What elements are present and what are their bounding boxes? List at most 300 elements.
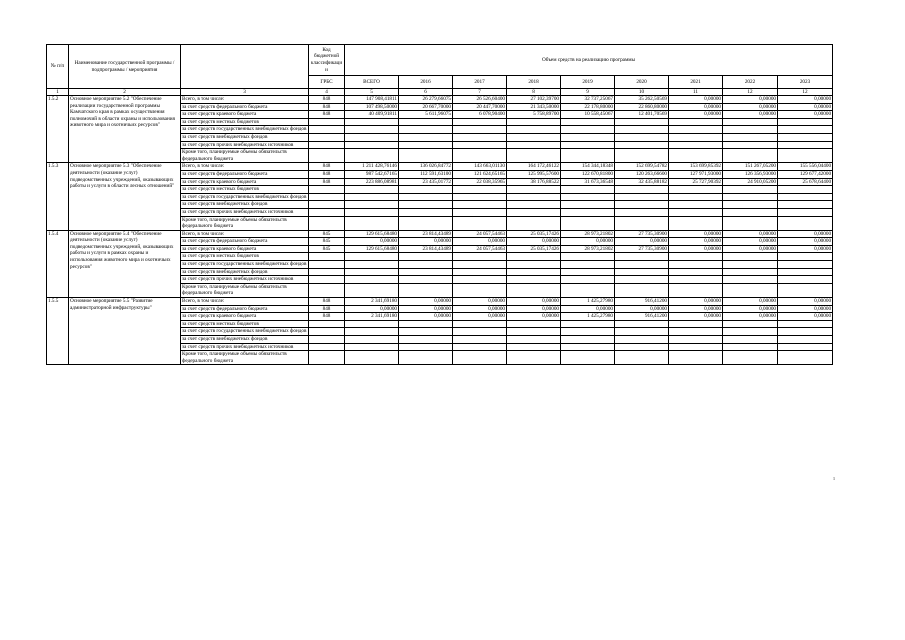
amount-cell: 0,00000 bbox=[453, 298, 507, 306]
header-year: 2019 bbox=[561, 76, 615, 89]
funding-source-label: Кроме того, планируемые объемы обязательств федерального бюджета bbox=[181, 351, 309, 365]
amount-cell bbox=[453, 126, 507, 134]
amount-cell bbox=[453, 193, 507, 201]
amount-cell: 0,00000 bbox=[345, 238, 399, 246]
amount-cell: 223 886,08981 bbox=[345, 178, 399, 186]
amount-cell bbox=[345, 201, 399, 209]
amount-cell: 10 558,45067 bbox=[561, 111, 615, 119]
amount-cell bbox=[399, 283, 453, 297]
column-number: 11 bbox=[669, 89, 723, 96]
amount-cell bbox=[615, 320, 669, 328]
amount-cell: 5 611,96075 bbox=[399, 111, 453, 119]
grbs-code: 848 bbox=[309, 103, 345, 111]
amount-cell bbox=[453, 351, 507, 365]
column-number: 2 bbox=[69, 89, 181, 96]
amount-cell: 0,00000 bbox=[453, 305, 507, 313]
amount-cell: 0,00000 bbox=[778, 313, 833, 321]
amount-cell: 0,00000 bbox=[778, 245, 833, 253]
amount-cell bbox=[778, 328, 833, 336]
grbs-code bbox=[309, 133, 345, 141]
amount-cell: 31 673,36548 bbox=[561, 178, 615, 186]
amount-cell bbox=[723, 253, 778, 261]
amount-cell bbox=[453, 276, 507, 284]
header-name: Наименование государственной программы / подпрограммы / мероприятия bbox=[69, 45, 181, 89]
amount-cell bbox=[507, 268, 561, 276]
amount-cell bbox=[507, 351, 561, 365]
grbs-code bbox=[309, 118, 345, 126]
amount-cell: 0,00000 bbox=[669, 111, 723, 119]
funding-source-label: Всего, в том числе: bbox=[181, 230, 309, 238]
amount-cell bbox=[615, 283, 669, 297]
amount-cell bbox=[561, 118, 615, 126]
amount-cell bbox=[399, 133, 453, 141]
amount-cell bbox=[453, 283, 507, 297]
funding-source-label: за счет средств федерального бюджета bbox=[181, 170, 309, 178]
amount-cell bbox=[723, 336, 778, 344]
amount-cell bbox=[778, 186, 833, 194]
amount-cell: 121 624,65165 bbox=[453, 170, 507, 178]
section-number: 1.5.5 bbox=[47, 298, 69, 365]
amount-cell: 0,00000 bbox=[778, 111, 833, 119]
amount-cell bbox=[615, 351, 669, 365]
amount-cell: 0,00000 bbox=[778, 230, 833, 238]
amount-cell: 24 910,05200 bbox=[723, 178, 778, 186]
amount-cell bbox=[669, 320, 723, 328]
section-number: 1.5.3 bbox=[47, 163, 69, 230]
amount-cell bbox=[669, 268, 723, 276]
grbs-code bbox=[309, 253, 345, 261]
amount-cell: 916,41200 bbox=[615, 313, 669, 321]
amount-cell bbox=[778, 201, 833, 209]
grbs-code bbox=[309, 149, 345, 163]
amount-cell bbox=[507, 141, 561, 149]
header-source bbox=[181, 45, 309, 89]
grbs-code bbox=[309, 186, 345, 194]
amount-cell bbox=[778, 126, 833, 134]
amount-cell: 0,00000 bbox=[778, 103, 833, 111]
funding-source-label: за счет средств местных бюджетов bbox=[181, 253, 309, 261]
amount-cell: 2 341,69180 bbox=[345, 298, 399, 306]
amount-cell bbox=[399, 261, 453, 269]
amount-cell bbox=[561, 261, 615, 269]
amount-cell bbox=[669, 208, 723, 216]
amount-cell bbox=[723, 141, 778, 149]
amount-cell: 154 344,18348 bbox=[561, 163, 615, 171]
amount-cell: 129 615,68480 bbox=[345, 230, 399, 238]
amount-cell bbox=[345, 320, 399, 328]
amount-cell: 143 663,01130 bbox=[453, 163, 507, 171]
funding-source-label: за счет средств внебюджетных фондов bbox=[181, 201, 309, 209]
section-number: 1.5.4 bbox=[47, 230, 69, 297]
funding-source-label: за счет средств федерального бюджета bbox=[181, 305, 309, 313]
amount-cell: 0,00000 bbox=[669, 298, 723, 306]
amount-cell bbox=[669, 216, 723, 230]
amount-cell bbox=[561, 216, 615, 230]
funding-source-label: за счет средств прочих внебюджетных источников bbox=[181, 276, 309, 284]
amount-cell bbox=[345, 118, 399, 126]
amount-cell bbox=[345, 149, 399, 163]
grbs-code bbox=[309, 268, 345, 276]
amount-cell bbox=[669, 133, 723, 141]
amount-cell: 0,00000 bbox=[453, 238, 507, 246]
column-number: 9 bbox=[561, 89, 615, 96]
column-number: 4 bbox=[309, 89, 345, 96]
amount-cell bbox=[399, 253, 453, 261]
amount-cell: 0,00000 bbox=[723, 103, 778, 111]
amount-cell bbox=[615, 268, 669, 276]
amount-cell: 12 401,70569 bbox=[615, 111, 669, 119]
amount-cell bbox=[723, 268, 778, 276]
amount-cell bbox=[778, 193, 833, 201]
header-code: Код бюджетной классификаци и bbox=[309, 45, 345, 76]
amount-cell: 0,00000 bbox=[723, 305, 778, 313]
amount-cell bbox=[669, 343, 723, 351]
amount-cell: 28 973,21802 bbox=[561, 245, 615, 253]
funding-source-label: Кроме того, планируемые объемы обязательств федерального бюджета bbox=[181, 216, 309, 230]
amount-cell bbox=[453, 216, 507, 230]
amount-cell bbox=[507, 133, 561, 141]
amount-cell bbox=[778, 253, 833, 261]
section-name: Основное мероприятие 5.5 "Развитие администраторной инфраструктуры" bbox=[69, 298, 181, 365]
amount-cell bbox=[723, 208, 778, 216]
amount-cell: 0,00000 bbox=[669, 238, 723, 246]
amount-cell bbox=[561, 193, 615, 201]
amount-cell: 136 026,84772 bbox=[399, 163, 453, 171]
amount-cell: 23 814,43489 bbox=[399, 245, 453, 253]
amount-cell: 0,00000 bbox=[669, 313, 723, 321]
grbs-code bbox=[309, 141, 345, 149]
amount-cell bbox=[669, 261, 723, 269]
amount-cell: 152 699,54782 bbox=[615, 163, 669, 171]
amount-cell bbox=[723, 343, 778, 351]
amount-cell: 127 971,93000 bbox=[669, 170, 723, 178]
amount-cell bbox=[345, 336, 399, 344]
amount-cell: 27 102,39700 bbox=[507, 96, 561, 104]
header-volume: Объем средств на реализацию программы bbox=[345, 45, 833, 76]
amount-cell bbox=[453, 201, 507, 209]
amount-cell: 23 814,43489 bbox=[399, 230, 453, 238]
amount-cell: 0,00000 bbox=[507, 238, 561, 246]
amount-cell: 0,00000 bbox=[723, 313, 778, 321]
amount-cell bbox=[453, 253, 507, 261]
amount-cell bbox=[345, 261, 399, 269]
amount-cell: 129 677,42000 bbox=[778, 170, 833, 178]
amount-cell: 40 409,91811 bbox=[345, 111, 399, 119]
amount-cell bbox=[615, 276, 669, 284]
amount-cell bbox=[561, 336, 615, 344]
amount-cell bbox=[561, 351, 615, 365]
amount-cell bbox=[399, 118, 453, 126]
header-year: 2018 bbox=[507, 76, 561, 89]
amount-cell: 0,00000 bbox=[723, 230, 778, 238]
grbs-code: 848 bbox=[309, 305, 345, 313]
grbs-code: 848 bbox=[309, 163, 345, 171]
amount-cell bbox=[778, 216, 833, 230]
amount-cell: 0,00000 bbox=[669, 245, 723, 253]
amount-cell: 25 678,64400 bbox=[778, 178, 833, 186]
amount-cell: 0,00000 bbox=[561, 238, 615, 246]
amount-cell: 916,41200 bbox=[615, 298, 669, 306]
amount-cell bbox=[453, 141, 507, 149]
amount-cell bbox=[723, 216, 778, 230]
amount-cell bbox=[345, 268, 399, 276]
amount-cell: 23 435,01772 bbox=[399, 178, 453, 186]
funding-source-label: за счет средств краевого бюджета bbox=[181, 178, 309, 186]
amount-cell bbox=[399, 328, 453, 336]
funding-source-label: Всего, в том числе: bbox=[181, 96, 309, 104]
amount-cell bbox=[723, 201, 778, 209]
amount-cell: 147 908,41811 bbox=[345, 96, 399, 104]
amount-cell bbox=[453, 268, 507, 276]
amount-cell bbox=[345, 193, 399, 201]
amount-cell bbox=[507, 186, 561, 194]
amount-cell: 0,00000 bbox=[561, 305, 615, 313]
amount-cell: 32 737,25067 bbox=[561, 96, 615, 104]
amount-cell bbox=[723, 261, 778, 269]
amount-cell bbox=[723, 133, 778, 141]
amount-cell: 0,00000 bbox=[669, 305, 723, 313]
grbs-code bbox=[309, 343, 345, 351]
funding-source-label: за счет средств краевого бюджета bbox=[181, 111, 309, 119]
funding-source-label: за счет средств федерального бюджета bbox=[181, 103, 309, 111]
amount-cell: 987 542,67165 bbox=[345, 170, 399, 178]
header-year: 2016 bbox=[399, 76, 453, 89]
amount-cell bbox=[561, 276, 615, 284]
amount-cell bbox=[507, 261, 561, 269]
column-number: 5 bbox=[345, 89, 399, 96]
header-year: 2023 bbox=[778, 76, 833, 89]
amount-cell bbox=[453, 186, 507, 194]
grbs-code bbox=[309, 201, 345, 209]
funding-source-label: за счет средств местных бюджетов bbox=[181, 320, 309, 328]
amount-cell bbox=[399, 351, 453, 365]
grbs-code: 845 bbox=[309, 230, 345, 238]
funding-source-label: за счет средств внебюджетных фондов bbox=[181, 336, 309, 344]
amount-cell bbox=[615, 118, 669, 126]
amount-cell: 22 178,80000 bbox=[561, 103, 615, 111]
table-row bbox=[47, 298, 833, 306]
amount-cell bbox=[507, 276, 561, 284]
amount-cell bbox=[453, 328, 507, 336]
amount-cell bbox=[615, 149, 669, 163]
section-name: Основное мероприятие 5.4 "Обеспечение деятельности (оказание услуг) подведомственных учреждений, оказывающих работы и услуги в рамках охраны и использования животного мира и охотничьих ресурсов" bbox=[69, 230, 181, 297]
column-number: 1 bbox=[47, 89, 69, 96]
amount-cell bbox=[453, 118, 507, 126]
grbs-code: 848 bbox=[309, 96, 345, 104]
grbs-code: 845 bbox=[309, 245, 345, 253]
amount-cell bbox=[669, 253, 723, 261]
amount-cell: 0,00000 bbox=[669, 103, 723, 111]
amount-cell bbox=[778, 268, 833, 276]
grbs-code bbox=[309, 328, 345, 336]
amount-cell: 112 591,63100 bbox=[399, 170, 453, 178]
amount-cell bbox=[615, 328, 669, 336]
amount-cell: 35 262,50569 bbox=[615, 96, 669, 104]
amount-cell bbox=[507, 208, 561, 216]
amount-cell: 27 735,30900 bbox=[615, 245, 669, 253]
amount-cell bbox=[453, 133, 507, 141]
amount-cell bbox=[723, 118, 778, 126]
column-number: 8 bbox=[507, 89, 561, 96]
grbs-code bbox=[309, 336, 345, 344]
amount-cell: 21 343,50000 bbox=[507, 103, 561, 111]
amount-cell bbox=[615, 336, 669, 344]
amount-cell: 25 035,17426 bbox=[507, 245, 561, 253]
amount-cell bbox=[615, 261, 669, 269]
funding-source-label: за счет средств государственных внебюджетных фондов bbox=[181, 193, 309, 201]
amount-cell bbox=[399, 320, 453, 328]
amount-cell bbox=[399, 201, 453, 209]
amount-cell: 1 425,27980 bbox=[561, 313, 615, 321]
amount-cell bbox=[399, 126, 453, 134]
amount-cell bbox=[507, 201, 561, 209]
amount-cell bbox=[561, 328, 615, 336]
amount-cell bbox=[778, 343, 833, 351]
amount-cell: 125 995,57600 bbox=[507, 170, 561, 178]
amount-cell bbox=[778, 208, 833, 216]
grbs-code bbox=[309, 216, 345, 230]
amount-cell bbox=[399, 149, 453, 163]
amount-cell bbox=[669, 283, 723, 297]
amount-cell bbox=[345, 253, 399, 261]
budget-table-sheet bbox=[46, 44, 832, 365]
amount-cell bbox=[561, 253, 615, 261]
amount-cell bbox=[723, 276, 778, 284]
amount-cell bbox=[399, 343, 453, 351]
amount-cell bbox=[778, 133, 833, 141]
amount-cell: 38 176,88522 bbox=[507, 178, 561, 186]
amount-cell: 20 447,70000 bbox=[453, 103, 507, 111]
grbs-code: 845 bbox=[309, 238, 345, 246]
table-row bbox=[47, 230, 833, 238]
amount-cell bbox=[507, 126, 561, 134]
column-number: 10 bbox=[615, 89, 669, 96]
amount-cell: 0,00000 bbox=[615, 305, 669, 313]
amount-cell bbox=[399, 268, 453, 276]
amount-cell bbox=[615, 253, 669, 261]
amount-cell bbox=[561, 126, 615, 134]
funding-source-label: за счет средств внебюджетных фондов bbox=[181, 133, 309, 141]
column-number: 6 bbox=[399, 89, 453, 96]
amount-cell bbox=[399, 216, 453, 230]
amount-cell bbox=[723, 186, 778, 194]
amount-cell bbox=[453, 343, 507, 351]
amount-cell bbox=[615, 126, 669, 134]
amount-cell bbox=[561, 208, 615, 216]
amount-cell: 0,00000 bbox=[399, 313, 453, 321]
amount-cell bbox=[345, 126, 399, 134]
amount-cell: 126 356,93000 bbox=[723, 170, 778, 178]
amount-cell: 0,00000 bbox=[615, 238, 669, 246]
amount-cell: 153 699,85392 bbox=[669, 163, 723, 171]
column-number: 7 bbox=[453, 89, 507, 96]
amount-cell bbox=[615, 133, 669, 141]
amount-cell: 6 078,90400 bbox=[453, 111, 507, 119]
column-number: 3 bbox=[181, 89, 309, 96]
amount-cell bbox=[453, 208, 507, 216]
funding-source-label: за счет средств федерального бюджета bbox=[181, 238, 309, 246]
amount-cell bbox=[615, 216, 669, 230]
amount-cell bbox=[345, 328, 399, 336]
amount-cell: 28 973,21802 bbox=[561, 230, 615, 238]
funding-source-label: за счет средств краевого бюджета bbox=[181, 245, 309, 253]
amount-cell: 2 341,69180 bbox=[345, 313, 399, 321]
amount-cell: 122 670,81800 bbox=[561, 170, 615, 178]
amount-cell bbox=[669, 141, 723, 149]
amount-cell bbox=[669, 126, 723, 134]
amount-cell bbox=[723, 351, 778, 365]
amount-cell bbox=[669, 328, 723, 336]
amount-cell bbox=[399, 193, 453, 201]
amount-cell: 0,00000 bbox=[723, 111, 778, 119]
amount-cell: 155 556,04400 bbox=[778, 163, 833, 171]
amount-cell: 120 263,66600 bbox=[615, 170, 669, 178]
amount-cell: 0,00000 bbox=[453, 313, 507, 321]
amount-cell bbox=[399, 186, 453, 194]
header-year: 2021 bbox=[669, 76, 723, 89]
table-row bbox=[47, 163, 833, 171]
amount-cell bbox=[507, 283, 561, 297]
amount-cell bbox=[669, 149, 723, 163]
amount-cell: 24 057,54463 bbox=[453, 230, 507, 238]
amount-cell: 26 526,60400 bbox=[453, 96, 507, 104]
section-name: Основное мероприятие 5.2 "Обеспечение реализации государственной программы Камчатского края в рамках осуществления полномочий в области охраны и использования животного мира и охотничьих ресурсов" bbox=[69, 96, 181, 163]
amount-cell bbox=[399, 276, 453, 284]
amount-cell bbox=[345, 186, 399, 194]
amount-cell bbox=[345, 208, 399, 216]
section-name: Основное мероприятие 5.3 "Обеспечение деятельности (оказание услуг) подведомственных учреждений, оказывающих работы и услуги в области лесных отношений" bbox=[69, 163, 181, 230]
column-number: 12 bbox=[778, 89, 833, 96]
amount-cell bbox=[399, 208, 453, 216]
grbs-code bbox=[309, 283, 345, 297]
amount-cell bbox=[669, 118, 723, 126]
grbs-code bbox=[309, 193, 345, 201]
amount-cell bbox=[778, 118, 833, 126]
grbs-code bbox=[309, 320, 345, 328]
amount-cell bbox=[453, 336, 507, 344]
section-number: 1.5.2 bbox=[47, 96, 69, 163]
amount-cell: 107 498,50000 bbox=[345, 103, 399, 111]
header-grbs: ГРБС bbox=[309, 76, 345, 89]
amount-cell bbox=[723, 193, 778, 201]
amount-cell bbox=[778, 276, 833, 284]
amount-cell bbox=[615, 208, 669, 216]
amount-cell: 0,00000 bbox=[723, 238, 778, 246]
amount-cell: 1 425,27980 bbox=[561, 298, 615, 306]
amount-cell: 5 758,89700 bbox=[507, 111, 561, 119]
amount-cell: 129 615,68480 bbox=[345, 245, 399, 253]
funding-source-label: за счет средств государственных внебюджетных фондов bbox=[181, 261, 309, 269]
funding-source-label: Всего, в том числе: bbox=[181, 163, 309, 171]
amount-cell bbox=[561, 149, 615, 163]
amount-cell: 0,00000 bbox=[399, 305, 453, 313]
amount-cell bbox=[669, 201, 723, 209]
header-year: ВСЕГО bbox=[345, 76, 399, 89]
grbs-code bbox=[309, 351, 345, 365]
amount-cell bbox=[778, 351, 833, 365]
amount-cell: 1 211 428,76146 bbox=[345, 163, 399, 171]
funding-source-label: Кроме того, планируемые объемы обязательств федерального бюджета bbox=[181, 283, 309, 297]
amount-cell bbox=[507, 149, 561, 163]
amount-cell: 0,00000 bbox=[778, 238, 833, 246]
amount-cell: 0,00000 bbox=[507, 305, 561, 313]
amount-cell: 0,00000 bbox=[723, 298, 778, 306]
amount-cell bbox=[507, 118, 561, 126]
amount-cell bbox=[669, 186, 723, 194]
amount-cell: 0,00000 bbox=[399, 298, 453, 306]
amount-cell: 0,00000 bbox=[507, 298, 561, 306]
amount-cell bbox=[778, 261, 833, 269]
